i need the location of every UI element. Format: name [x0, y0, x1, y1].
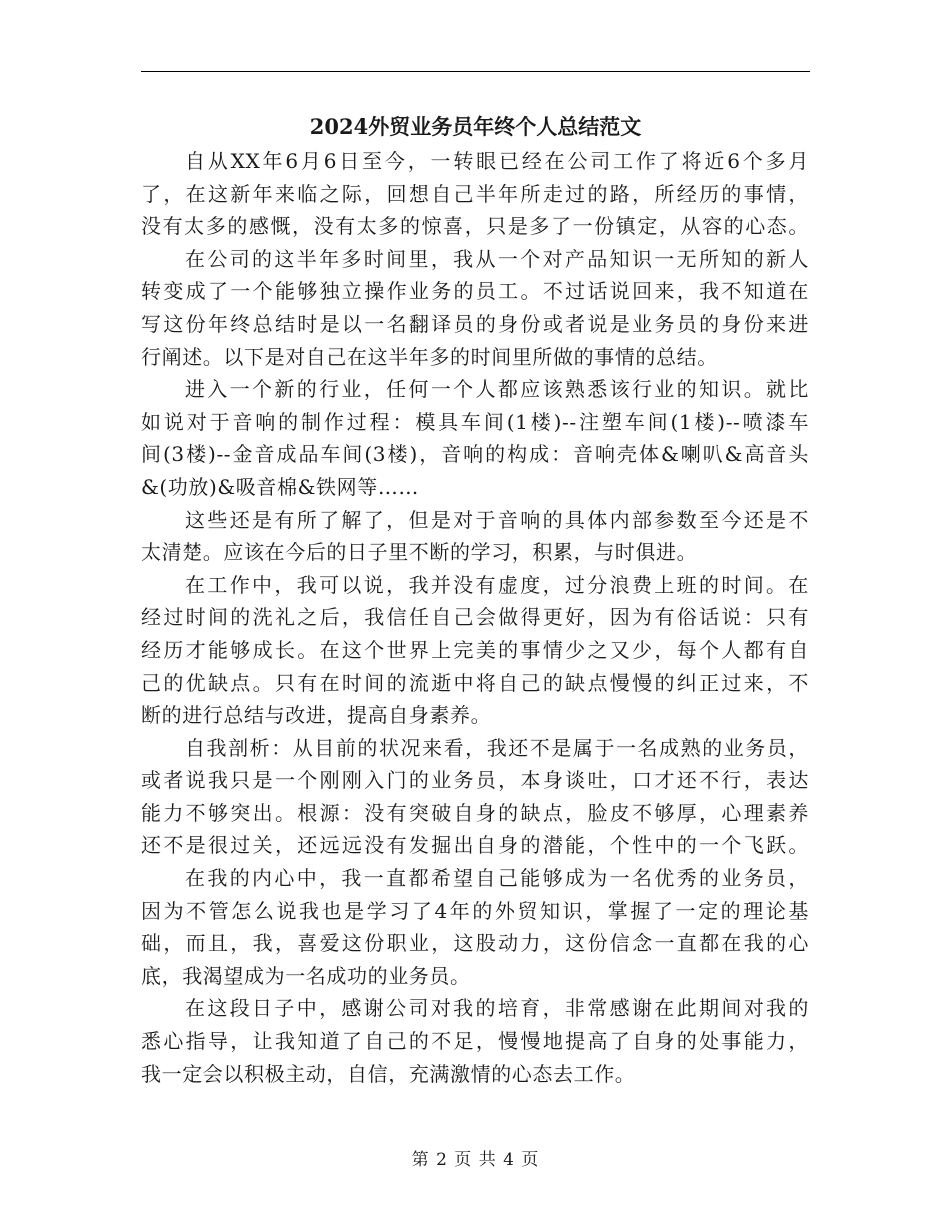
text-line: 在工作中，我可以说，我并没有虚度，过分浪费上班的时间。在	[185, 572, 809, 597]
text-line: 在公司的这半年多时间里，我从一个对产品知识一无所知的新人	[185, 246, 809, 271]
paragraph	[141, 145, 809, 243]
text-line: 间(3楼)--金音成品车间(3楼)，音响的构成：音响壳体&喇叭&高音头	[141, 442, 809, 467]
text-line: 写这份年终总结时是以一名翻译员的身份或者说是业务员的身份来进	[141, 311, 809, 336]
text-line: 底，我渴望成为一名成功的业务员。	[141, 963, 471, 988]
text-line: 能力不够突出。根源：没有突破自身的缺点，脸皮不够厚，心理素养	[141, 800, 809, 825]
paragraph	[141, 504, 809, 569]
paragraph	[141, 373, 809, 503]
page-number-footer: 第 2 页 共 4 页	[411, 1150, 540, 1170]
text-line: 自我剖析：从目前的状况来看，我还不是属于一名成熟的业务员，	[185, 735, 809, 760]
text-line: 进入一个新的行业，任何一个人都应该熟悉该行业的知识。就比	[185, 377, 809, 402]
text-line: 我一定会以积极主动，自信，充满激情的心态去工作。	[141, 1061, 636, 1086]
text-line: 经历才能够成长。在这个世界上完美的事情少之又少，每个人都有自	[141, 637, 809, 662]
document-title: 2024外贸业务员年终个人总结范文	[309, 114, 642, 139]
text-line: 础，而且，我，喜爱这份职业，这股动力，这份信念一直都在我的心	[141, 931, 809, 956]
document-body	[141, 145, 809, 1090]
text-line: 或者说我只是一个刚刚入门的业务员，本身谈吐，口才还不行，表达	[141, 768, 809, 793]
paragraph	[141, 992, 809, 1090]
paragraph	[141, 569, 809, 732]
text-line: 转变成了一个能够独立操作业务的员工。不过话说回来，我不知道在	[141, 279, 809, 304]
text-line: &(功放)&吸音棉&铁网等……	[141, 474, 420, 499]
text-line: 悉心指导，让我知道了自己的不足，慢慢地提高了自身的处事能力，	[141, 1029, 809, 1054]
header-rule	[141, 71, 810, 72]
text-line: 自从XX年6月6日至今，一转眼已经在公司工作了将近6个多月	[185, 149, 809, 173]
text-line: 断的进行总结与改进，提高自身素养。	[141, 703, 492, 728]
text-line: 因为不管怎么说我也是学习了4年的外贸知识，掌握了一定的理论基	[141, 898, 809, 923]
text-line: 经过时间的洗礼之后，我信任自己会做得更好，因为有俗话说：只有	[141, 605, 809, 630]
paragraph	[141, 862, 809, 992]
text-line: 行阐述。以下是对自己在这半年多的时间里所做的事情的总结。	[141, 344, 718, 369]
text-line: 这些还是有所了解了，但是对于音响的具体内部参数至今还是不	[185, 507, 809, 532]
text-line: 己的优缺点。只有在时间的流逝中将自己的缺点慢慢的纠正过来，不	[141, 670, 809, 695]
paragraph	[141, 243, 809, 373]
text-line: 了，在这新年来临之际，回想自己半年所走过的路，所经历的事情，	[141, 181, 809, 206]
text-line: 在这段日子中，感谢公司对我的培育，非常感谢在此期间对我的	[185, 996, 809, 1021]
paragraph	[141, 732, 809, 862]
text-line: 太清楚。应该在今后的日子里不断的学习，积累，与时俱进。	[141, 540, 698, 565]
text-line: 在我的内心中，我一直都希望自己能够成为一名优秀的业务员，	[185, 866, 809, 891]
text-line: 如说对于音响的制作过程：模具车间(1楼)--注塑车间(1楼)--喷漆车	[141, 409, 809, 434]
text-line: 还不是很过关，还远远没有发掘出自身的潜能，个性中的一个飞跃。	[141, 833, 809, 858]
text-line: 没有太多的感慨，没有太多的惊喜，只是多了一份镇定，从容的心态。	[141, 214, 809, 239]
